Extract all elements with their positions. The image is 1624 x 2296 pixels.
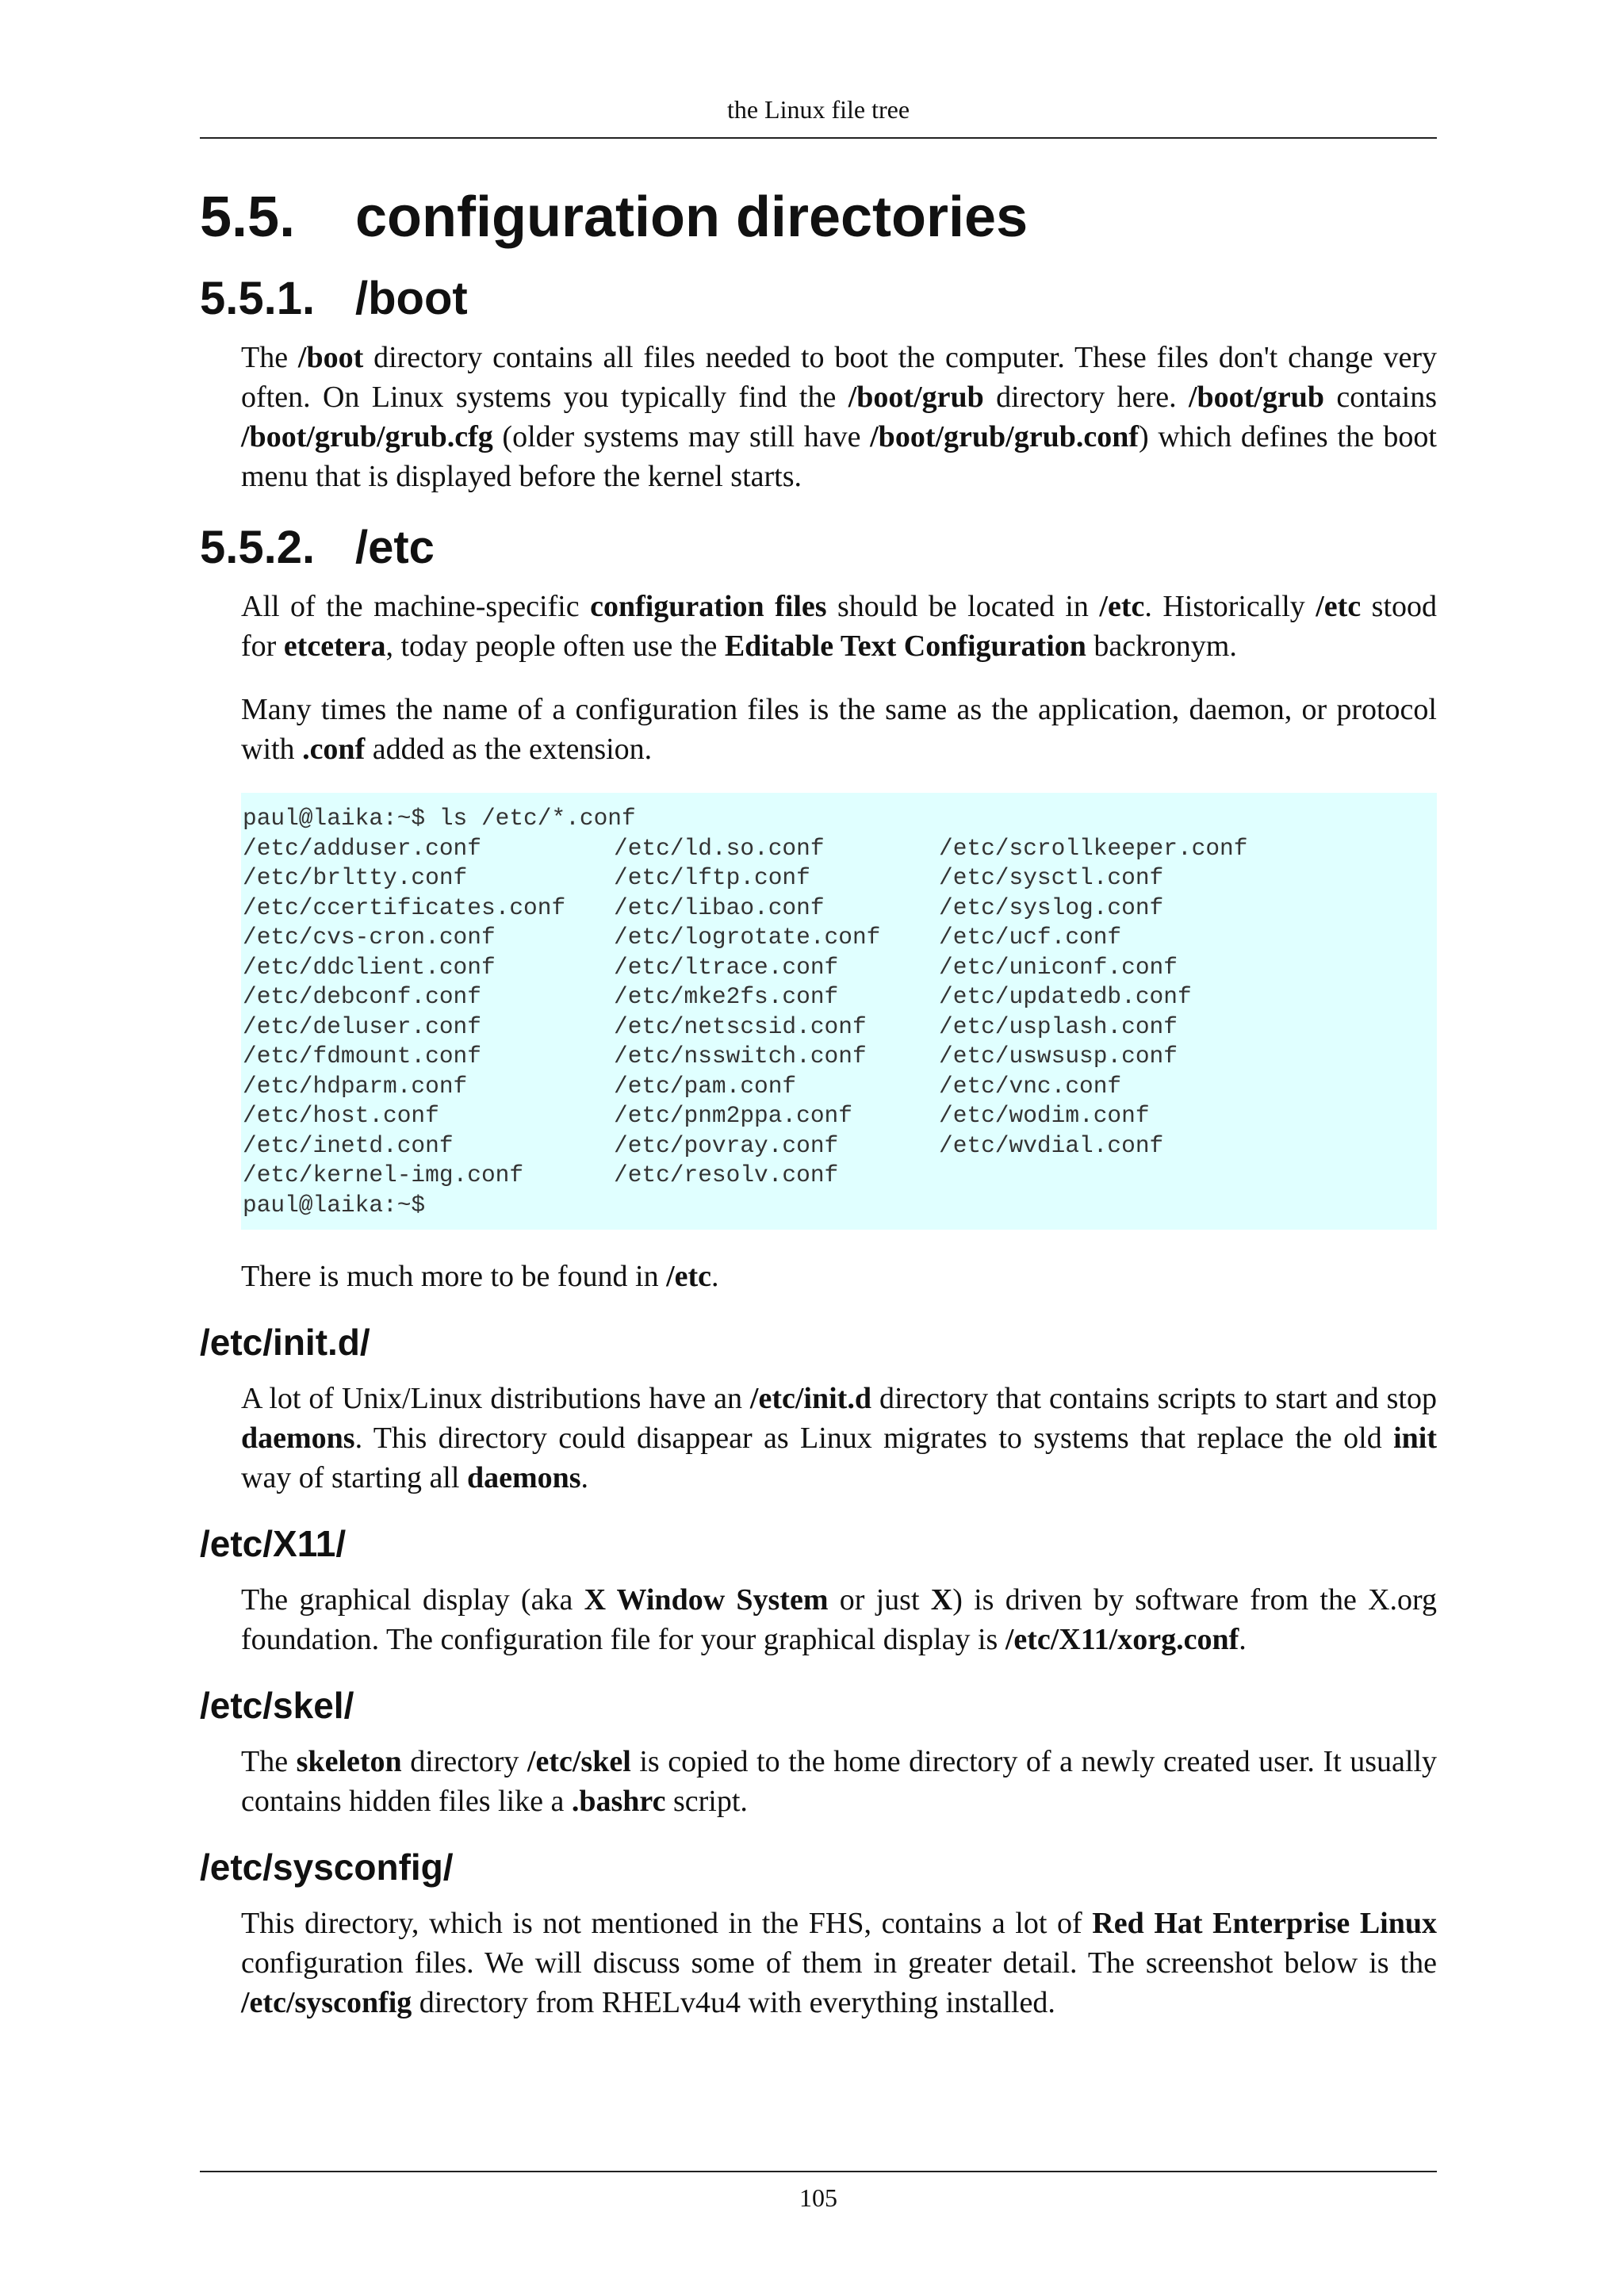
section-title: /boot xyxy=(355,273,468,324)
terminal-command: paul@laika:~$ ls /etc/*.conf xyxy=(243,805,636,832)
file-name: /etc/ld.so.conf xyxy=(614,834,825,862)
text-run: The xyxy=(241,341,298,374)
terminal-prompt: paul@laika:~$ xyxy=(243,1191,426,1219)
bold-term: X Window System xyxy=(584,1583,829,1617)
text-run: or just xyxy=(828,1583,931,1617)
section-number: 5.5.2. xyxy=(200,522,316,573)
file-name: /etc/ddclient.conf xyxy=(243,953,496,981)
bold-term: etcetera xyxy=(283,629,386,663)
file-name: /etc/pam.conf xyxy=(614,1072,797,1100)
file-name: /etc/uswsusp.conf xyxy=(939,1043,1178,1070)
bold-term: daemons xyxy=(466,1461,581,1494)
bold-term: /etc/init.d xyxy=(749,1382,871,1415)
file-name: /etc/ltrace.conf xyxy=(614,953,839,981)
text-run: . xyxy=(711,1260,719,1293)
terminal-row xyxy=(241,982,1437,1012)
file-name: /etc/libao.conf xyxy=(614,894,825,921)
file-name: /etc/fdmount.conf xyxy=(243,1043,481,1070)
terminal-row xyxy=(241,923,1437,953)
text-run: The graphical display (aka xyxy=(241,1583,584,1617)
file-name: /etc/hdparm.conf xyxy=(243,1072,468,1100)
file-name: /etc/wodim.conf xyxy=(939,1102,1150,1129)
sysconfig-paragraph xyxy=(241,1904,1437,2022)
file-name: /etc/lftp.conf xyxy=(614,864,810,891)
bold-term: /boot xyxy=(297,341,364,374)
text-run: The xyxy=(241,1745,297,1778)
terminal-row xyxy=(241,1012,1437,1043)
subheading-skel: /etc/skel/ xyxy=(200,1685,354,1726)
file-name: /etc/nsswitch.conf xyxy=(614,1043,867,1070)
page-number: 105 xyxy=(799,2183,837,2212)
text-run: configuration files. We will discuss some of them in greater detail. The screenshot below is the xyxy=(241,1946,1437,1980)
text-run: . xyxy=(1239,1623,1247,1656)
terminal-listing xyxy=(241,834,1437,1191)
etc-paragraph-2 xyxy=(241,690,1437,769)
text-run: . This directory could disappear as Linux migrates to systems that replace the old xyxy=(354,1422,1394,1455)
bold-term: /etc/sysconfig xyxy=(241,1986,412,2019)
text-run: All of the machine-specific xyxy=(241,590,591,623)
text-run: directory contains all files needed to boot the computer. These files don't change very often. On Linux systems you typically find the xyxy=(241,341,1438,414)
bold-term: /etc xyxy=(666,1260,712,1293)
text-run: is copied to the home directory of a newly created user. It usually contains hidden files like a xyxy=(241,1745,1437,1818)
file-name: /etc/debconf.conf xyxy=(243,983,481,1010)
file-name: /etc/ucf.conf xyxy=(939,924,1122,951)
text-run: This directory, which is not mentioned in the FHS, contains a lot of xyxy=(241,1907,1093,1940)
file-name: /etc/usplash.conf xyxy=(939,1012,1178,1040)
file-name: /etc/cvs-cron.conf xyxy=(243,924,496,951)
page-content xyxy=(200,184,1437,2046)
etc-paragraph-3 xyxy=(241,1257,1437,1296)
terminal-row xyxy=(241,894,1437,924)
bold-term: /etc/skel xyxy=(527,1745,631,1778)
terminal-output xyxy=(241,793,1437,1230)
bold-term: /boot/grub xyxy=(848,381,984,414)
section-heading-etc xyxy=(200,520,1437,576)
file-name: /etc/wvdial.conf xyxy=(939,1131,1164,1159)
section-title: /etc xyxy=(355,522,435,573)
text-run: directory from RHELv4u4 with everything installed. xyxy=(412,1986,1055,2019)
running-header: the Linux file tree xyxy=(726,95,910,124)
terminal-row xyxy=(241,1042,1437,1072)
file-name: /etc/deluser.conf xyxy=(243,1012,481,1040)
etc-paragraph-1 xyxy=(241,587,1437,666)
text-run: Many times the name of a configuration files is the same as the application, daemon, or protocol with xyxy=(241,693,1437,766)
text-run: directory that contains scripts to start and stop xyxy=(871,1382,1437,1415)
bold-term: .bashrc xyxy=(571,1785,666,1818)
bold-term: /boot/grub/grub.conf xyxy=(870,420,1139,453)
boot-paragraph xyxy=(241,338,1437,496)
file-name: /etc/uniconf.conf xyxy=(939,953,1178,981)
terminal-row xyxy=(241,1131,1437,1161)
file-name: /etc/vnc.conf xyxy=(939,1072,1122,1100)
bold-term: Editable Text Configuration xyxy=(724,629,1086,663)
text-run: There is much more to be found in xyxy=(241,1260,667,1293)
file-name: /etc/ccertificates.conf xyxy=(243,894,566,921)
terminal-row xyxy=(241,1101,1437,1131)
file-name: /etc/logrotate.conf xyxy=(614,924,881,951)
file-name: /etc/adduser.conf xyxy=(243,834,481,862)
text-run: ) which defines the boot menu that is displayed before the kernel starts. xyxy=(241,420,1437,493)
subheading-sysconfig: /etc/sysconfig/ xyxy=(200,1846,454,1888)
file-name: /etc/resolv.conf xyxy=(614,1161,839,1188)
terminal-row xyxy=(241,953,1437,983)
text-run: (older systems may still have xyxy=(492,420,871,453)
bold-term: /etc/X11/xorg.conf xyxy=(1005,1623,1239,1656)
bold-term: X xyxy=(930,1583,953,1617)
text-run: added as the extension. xyxy=(365,733,653,766)
text-run: should be located in xyxy=(826,590,1100,623)
file-name: /etc/sysctl.conf xyxy=(939,864,1164,891)
terminal-row xyxy=(241,834,1437,864)
chapter-heading xyxy=(200,184,1437,251)
text-run: backronym. xyxy=(1086,629,1237,663)
header-rule xyxy=(200,137,1437,139)
x11-paragraph xyxy=(241,1580,1437,1659)
file-name: /etc/syslog.conf xyxy=(939,894,1164,921)
section-number: 5.5.1. xyxy=(200,273,316,324)
skel-paragraph xyxy=(241,1742,1437,1821)
subheading-x11: /etc/X11/ xyxy=(200,1523,347,1564)
section-heading-boot xyxy=(200,271,1437,327)
text-run: , today people often use the xyxy=(385,629,725,663)
file-name: /etc/povray.conf xyxy=(614,1131,839,1159)
terminal-row xyxy=(241,863,1437,894)
bold-term: skeleton xyxy=(296,1745,402,1778)
text-run: . xyxy=(580,1461,589,1494)
text-run: contains xyxy=(1324,381,1438,414)
text-run: ) is driven by software from the X.org foundation. The configuration file for your graphical display is xyxy=(241,1583,1438,1656)
terminal-row xyxy=(241,1161,1437,1191)
bold-term: daemons xyxy=(241,1422,355,1455)
text-run: directory xyxy=(401,1745,527,1778)
text-run: . Historically xyxy=(1144,590,1316,623)
file-name xyxy=(939,1161,1335,1191)
file-name: /etc/scrollkeeper.conf xyxy=(939,834,1248,862)
file-name: /etc/host.conf xyxy=(243,1102,439,1129)
file-name: /etc/netscsid.conf xyxy=(614,1012,867,1040)
subheading-initd: /etc/init.d/ xyxy=(200,1322,370,1363)
file-name: /etc/updatedb.conf xyxy=(939,983,1192,1010)
file-name: /etc/pnm2ppa.conf xyxy=(614,1102,852,1129)
bold-term: Red Hat Enterprise Linux xyxy=(1092,1907,1438,1940)
bold-term: /boot/grub/grub.cfg xyxy=(241,420,493,453)
text-run: A lot of Unix/Linux distributions have an xyxy=(241,1382,750,1415)
file-name: /etc/inetd.conf xyxy=(243,1131,454,1159)
footer-rule xyxy=(200,2171,1437,2172)
text-run: stood for xyxy=(241,590,1438,663)
chapter-title: configuration directories xyxy=(355,186,1028,249)
terminal-row xyxy=(241,1072,1437,1102)
bold-term: init xyxy=(1393,1422,1437,1455)
bold-term: /etc xyxy=(1099,590,1145,623)
file-name: /etc/mke2fs.conf xyxy=(614,983,839,1010)
text-run: directory here. xyxy=(983,381,1189,414)
text-run: script. xyxy=(665,1785,748,1818)
bold-term: /etc xyxy=(1316,590,1362,623)
bold-term: /boot/grub xyxy=(1188,381,1324,414)
text-run: way of starting all xyxy=(241,1461,467,1494)
file-name: /etc/brltty.conf xyxy=(243,864,468,891)
bold-term: .conf xyxy=(302,733,366,766)
initd-paragraph xyxy=(241,1379,1437,1498)
file-name: /etc/kernel-img.conf xyxy=(243,1161,524,1188)
bold-term: configuration files xyxy=(590,590,827,623)
chapter-number: 5.5. xyxy=(200,186,296,249)
